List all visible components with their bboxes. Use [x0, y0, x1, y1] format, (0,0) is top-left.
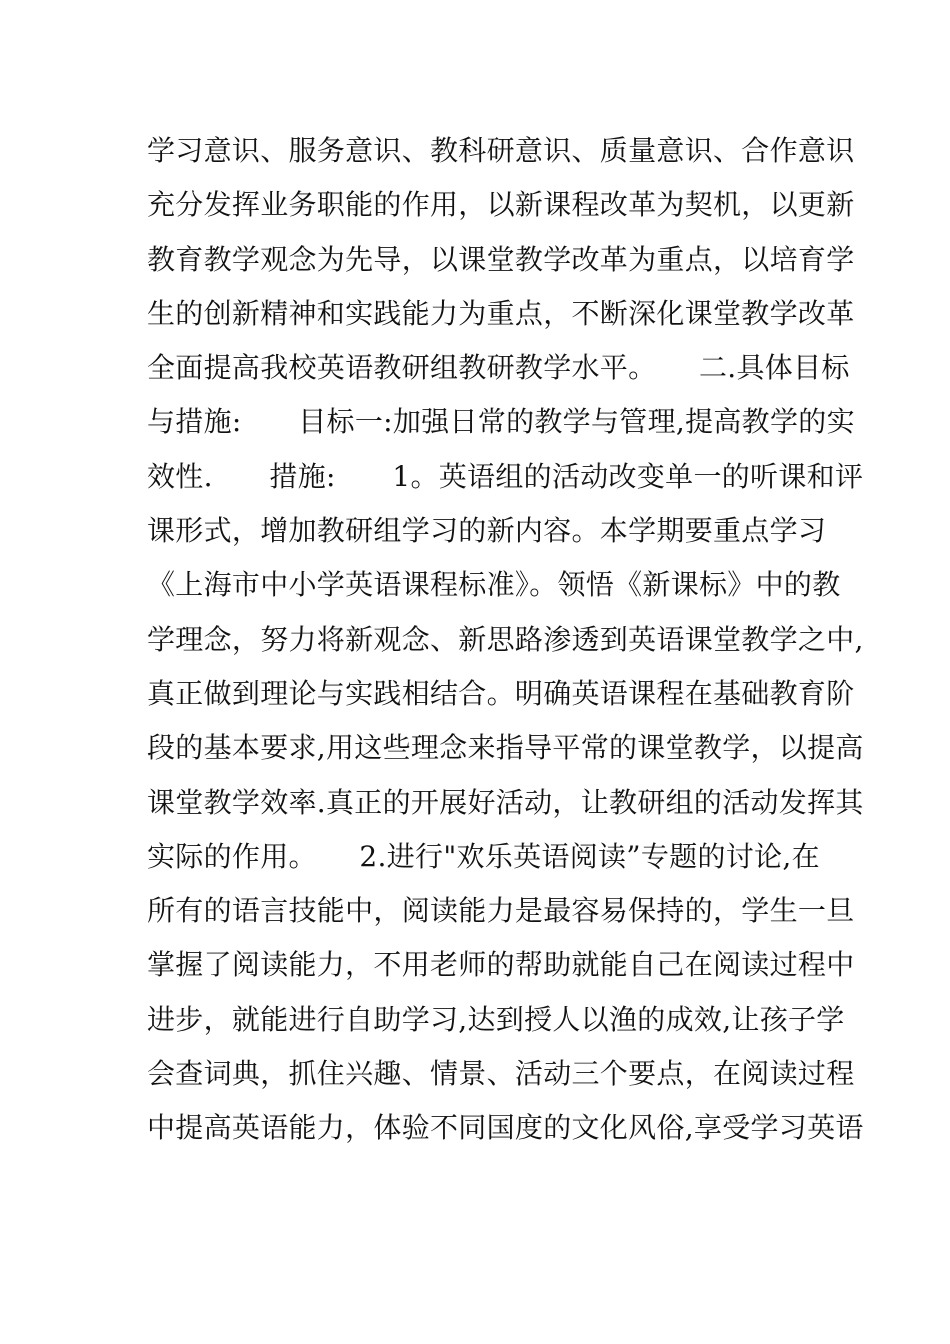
text-line: 与措施: 目标一:加强日常的教学与管理,提高教学的实: [147, 405, 855, 439]
body-text: [147, 124, 864, 1156]
text-line: 课形式，增加教研组学习的新内容。本学期要重点学习: [147, 514, 827, 548]
text-line: 学习意识、服务意识、教科研意识、质量意识、合作意识: [147, 134, 855, 167]
text-line: 效性. 措施: 1。英语组的活动改变单一的听课和评: [147, 459, 864, 493]
text-line: 学理念，努力将新观念、新思路渗透到英语课堂教学之中,: [147, 622, 864, 656]
text-line: 实际的作用。 2.进行"欢乐英语阅读”专题的讨论,在: [147, 839, 820, 873]
text-line: 所有的语言技能中，阅读能力是最容易保持的，学生一旦: [147, 894, 855, 928]
text-line: 生的创新精神和实践能力为重点，不断深化课堂教学改革: [147, 296, 855, 330]
text-line: 充分发挥业务职能的作用，以新课程改革为契机，以更新: [147, 188, 855, 222]
text-line: 进步，就能进行自助学习,达到授人以渔的成效,让孩子学: [147, 1002, 845, 1036]
text-line: 段的基本要求,用这些理念来指导平常的课堂教学，以提高: [147, 731, 864, 765]
text-line: 教育教学观念为先导，以课堂教学改革为重点，以培育学: [147, 242, 855, 276]
text-line: 掌握了阅读能力，不用老师的帮助就能自己在阅读过程中: [147, 948, 855, 982]
text-line: 真正做到理论与实践相结合。明确英语课程在基础教育阶: [147, 676, 855, 710]
text-line: 中提高英语能力，体验不同国度的文化风俗,享受学习英语: [147, 1111, 864, 1145]
text-line: 全面提高我校英语教研组教研教学水平。 二.具体目标: [147, 351, 850, 385]
text-line: 课堂教学效率.真正的开展好活动，让教研组的活动发挥其: [147, 785, 864, 819]
text-line: 会查词典，抓住兴趣、情景、活动三个要点，在阅读过程: [147, 1057, 855, 1091]
text-line: 《上海市中小学英语课程标准》。领悟《新课标》中的教: [147, 568, 841, 602]
